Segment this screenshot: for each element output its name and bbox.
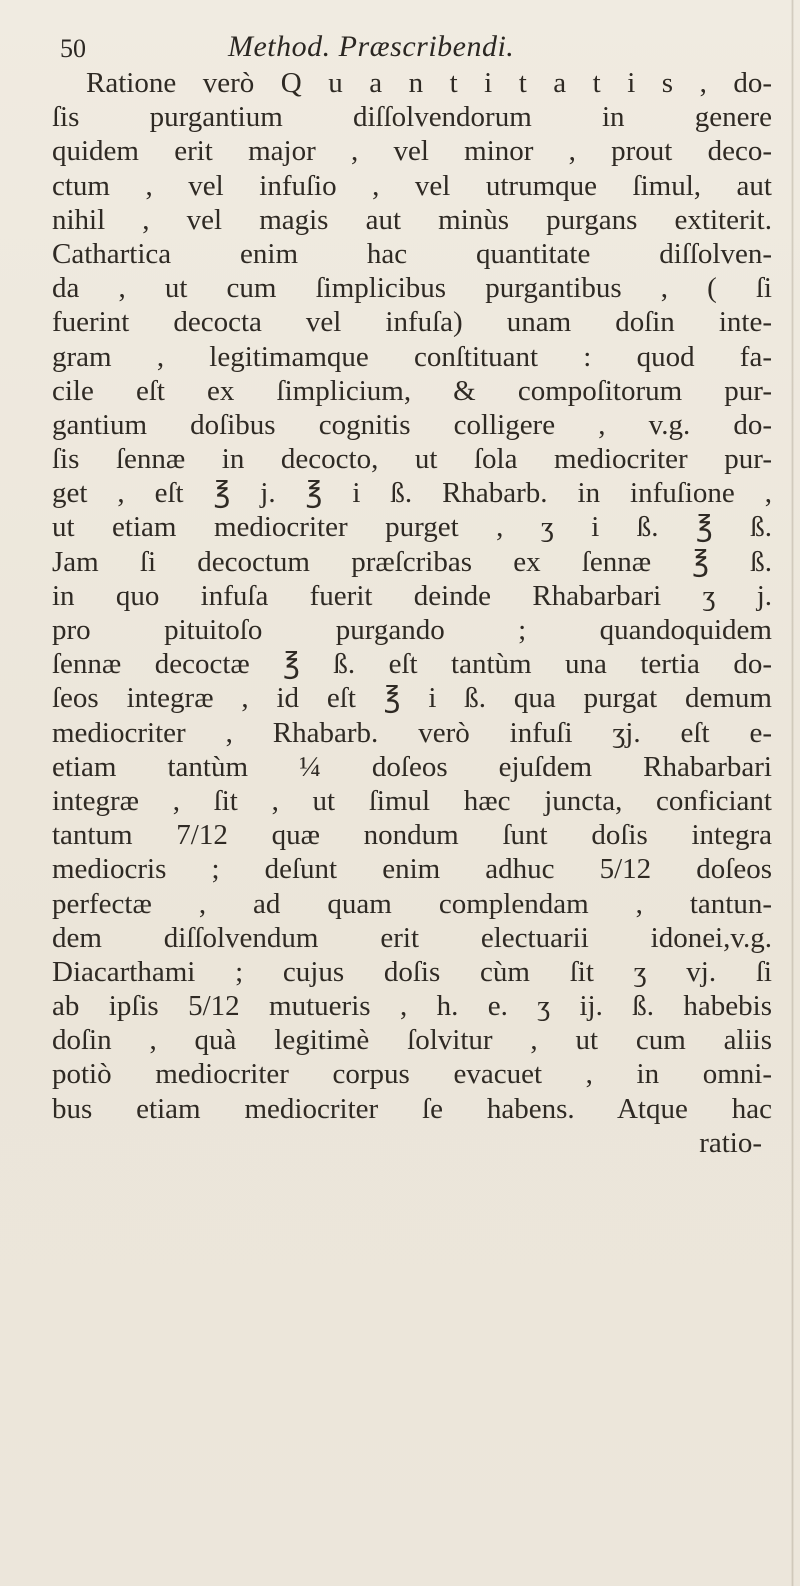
page-gutter-shadow xyxy=(791,0,794,1586)
text-line: ſennæ decoctæ ℥ ß. eſt tantùm una tertia do- xyxy=(52,648,772,681)
text-line: tantum 7/12 quæ nondum ſunt doſis integra xyxy=(52,819,772,852)
text-line: potiò mediocriter corpus evacuet , in omni- xyxy=(52,1058,772,1091)
text-line: gantium doſibus cognitis colligere , v.g. do- xyxy=(52,408,772,441)
text-line: dem diſſolvendum erit electuarii idonei,v.g. xyxy=(52,921,772,954)
text-line: Jam ſi decoctum præſcribas ex ſennæ ℥ ß. xyxy=(52,545,772,578)
text-line: ſis ſennæ in decocto, ut ſola mediocriter pur- xyxy=(52,443,772,476)
text-line: nihil , vel magis aut minùs purgans extiterit. xyxy=(52,203,772,236)
text-line: mediocris ; deſunt enim adhuc 5/12 doſeos xyxy=(52,853,772,886)
text-line: Diacarthami ; cujus doſis cùm ſit ʒ vj. ſi xyxy=(52,955,772,988)
text-line: Cathartica enim hac quantitate diſſolven- xyxy=(52,237,772,270)
text-line: pro pituitoſo purgando ; quandoquidem xyxy=(52,614,772,646)
text-line: get , eſt ℥ j. ℥ i ß. Rhabarb. in infuſione , xyxy=(52,477,772,510)
text-line: mediocriter , Rhabarb. verò infuſi ʒj. eſt e- xyxy=(52,716,772,749)
text-line: da , ut cum ſimplicibus purgantibus , ( ſi xyxy=(52,272,772,305)
text-line: cile eſt ex ſimplicium, & compoſitorum pur- xyxy=(52,374,772,407)
text-line: perfectæ , ad quam complendam , tantun- xyxy=(52,887,772,920)
text-line: quidem erit major , vel minor , prout deco- xyxy=(52,135,772,168)
text-line: gram , legitimamque conſtituant : quod fa- xyxy=(52,340,772,373)
text-line: etiam tantùm ¼ doſeos ejuſdem Rhabarbari xyxy=(52,750,772,783)
text-line: integræ , ſit , ut ſimul hæc juncta, conficiant xyxy=(52,784,772,817)
text-line: fuerint decocta vel infuſa) unam doſin inte- xyxy=(52,306,772,339)
text-line: doſin , quà legitimè ſolvitur , ut cum aliis xyxy=(52,1024,772,1057)
body-text xyxy=(52,66,772,1160)
catchword: ratio- xyxy=(699,1126,762,1159)
text-line: ab ipſis 5/12 mutueris , h. e. ʒ ij. ß. habebis xyxy=(52,990,772,1023)
running-head: Method. Præscribendi. xyxy=(228,30,515,63)
text-line: in quo infuſa fuerit deinde Rhabarbari ʒ j. xyxy=(52,579,772,612)
text-line: bus etiam mediocriter ſe habens. Atque hac xyxy=(52,1092,772,1125)
text-line: ctum , vel infuſio , vel utrumque ſimul, aut xyxy=(52,169,772,202)
text-line: ſeos integræ , id eſt ℥ i ß. qua purgat demum xyxy=(52,682,772,715)
text-line: Ratione verò Q u a n t i t a t i s , do- xyxy=(86,67,772,99)
text-line: ut etiam mediocriter purget , ʒ i ß. ℥ ß. xyxy=(52,511,772,544)
page-number: 50 xyxy=(60,34,86,63)
text-line: ſis purgantium diſſolvendorum in genere xyxy=(52,101,772,134)
